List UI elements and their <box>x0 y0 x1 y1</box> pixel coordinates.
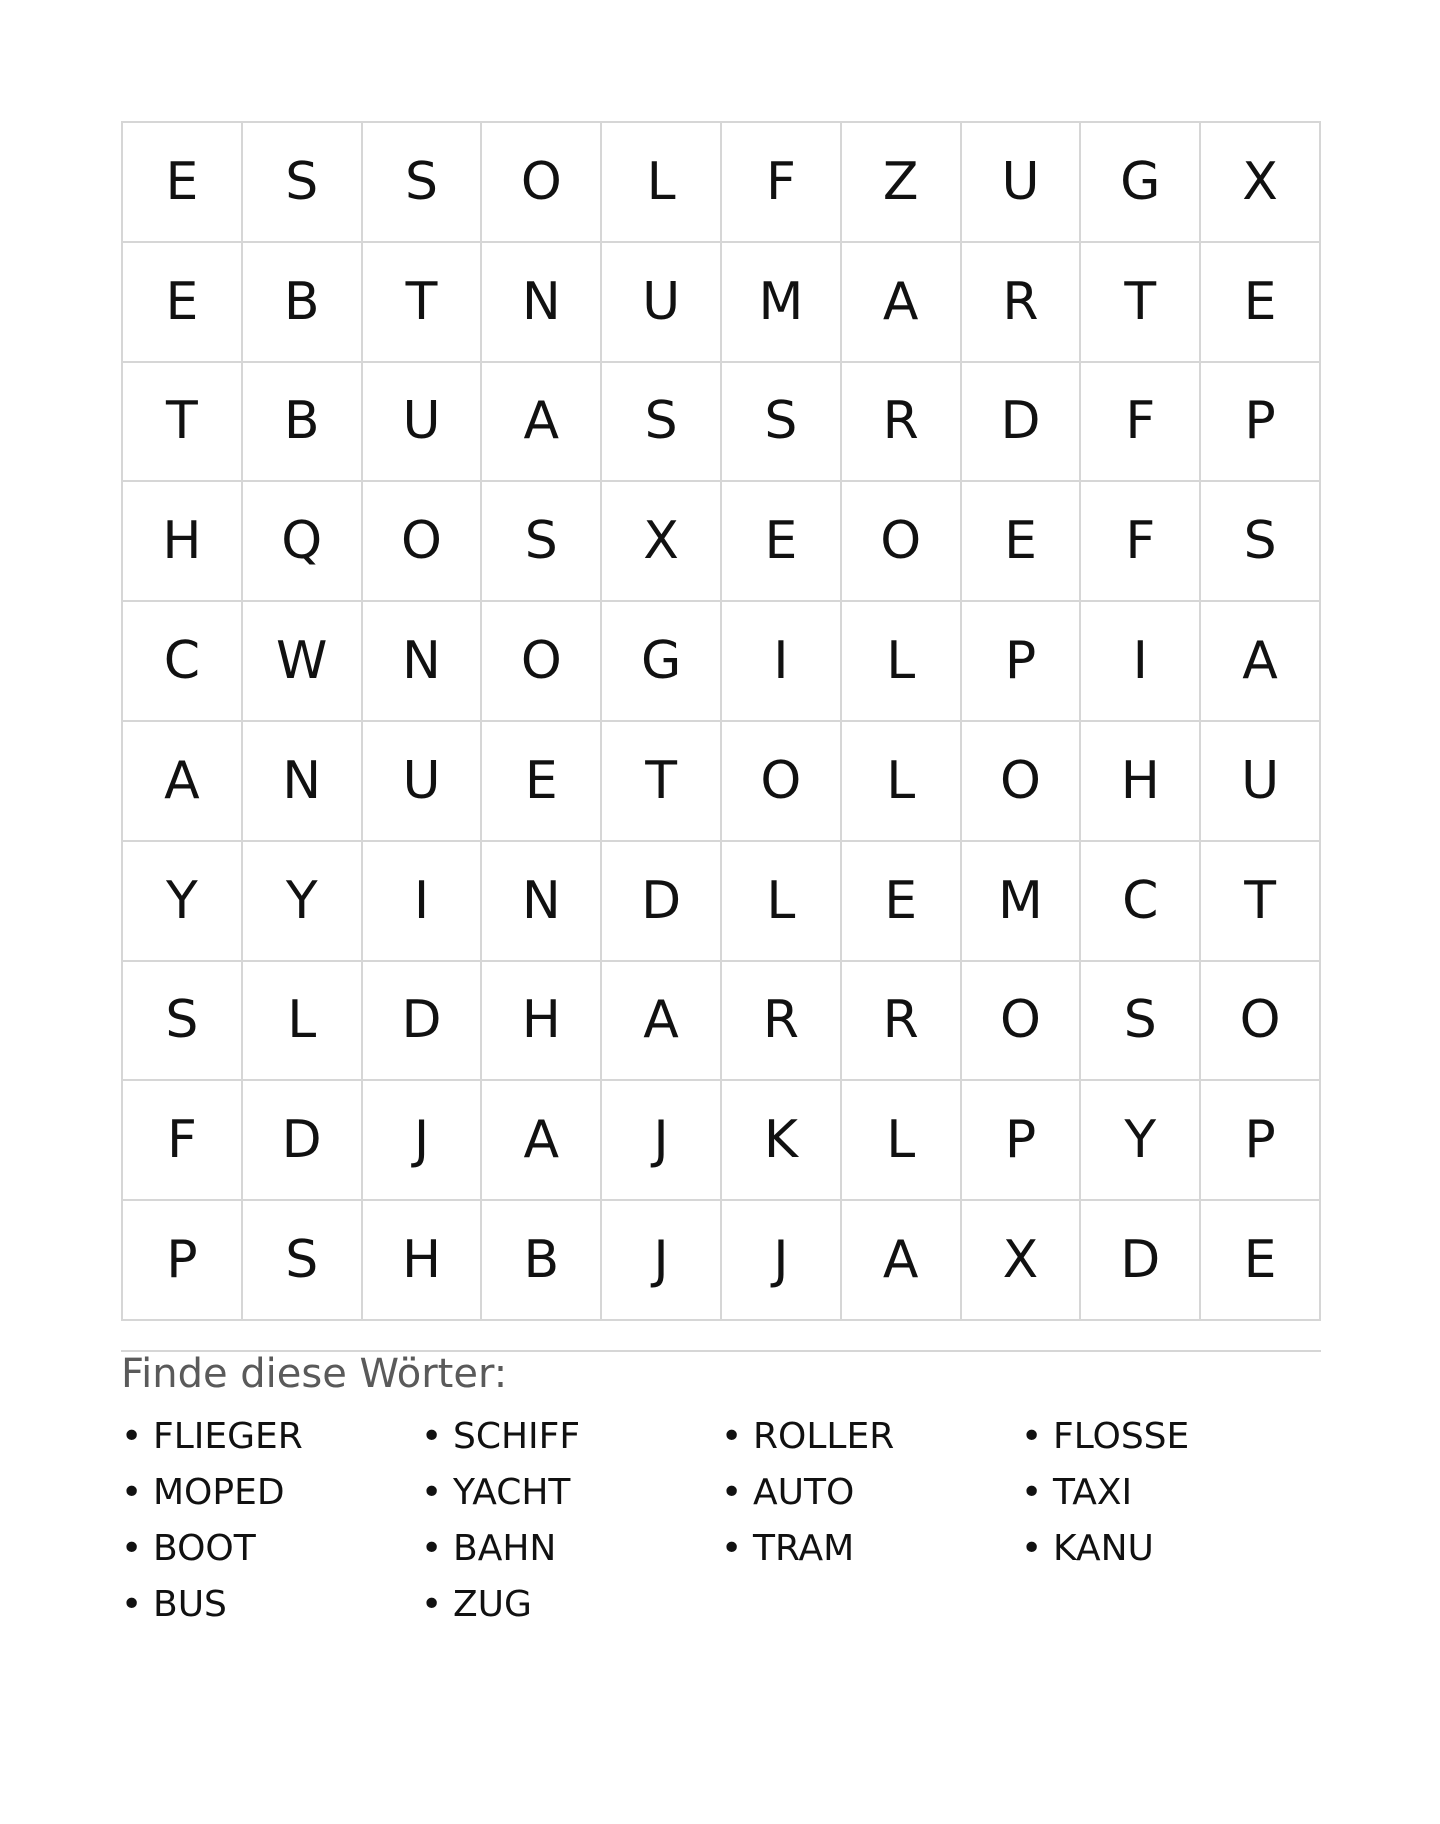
word-list-item <box>421 1520 721 1576</box>
bullet-icon: • <box>421 1583 443 1625</box>
grid-cell[interactable]: A <box>123 722 243 842</box>
grid-cell[interactable]: K <box>722 1081 842 1201</box>
grid-cell[interactable]: D <box>363 962 483 1082</box>
word-label: BOOT <box>153 1527 256 1569</box>
grid-cell[interactable]: E <box>482 722 602 842</box>
grid-cell[interactable]: A <box>842 1201 962 1321</box>
grid-cell[interactable]: R <box>842 962 962 1082</box>
grid-cell[interactable]: T <box>602 722 722 842</box>
grid-cell[interactable]: F <box>123 1081 243 1201</box>
grid-cell[interactable]: O <box>482 602 602 722</box>
bullet-icon: • <box>421 1471 443 1513</box>
grid-cell[interactable]: U <box>363 363 483 483</box>
grid-cell[interactable]: L <box>842 602 962 722</box>
word-label: FLIEGER <box>153 1415 303 1457</box>
grid-cell[interactable]: P <box>962 1081 1082 1201</box>
bullet-icon: • <box>721 1471 743 1513</box>
grid-cell[interactable]: J <box>722 1201 842 1321</box>
word-list-title: Finde diese Wörter: <box>121 1351 508 1397</box>
grid-cell[interactable]: S <box>363 123 483 243</box>
grid-cell[interactable]: Q <box>243 482 363 602</box>
grid-cell[interactable]: D <box>962 363 1082 483</box>
grid-cell[interactable]: L <box>842 1081 962 1201</box>
grid-cell[interactable]: P <box>123 1201 243 1321</box>
grid-cell[interactable]: G <box>602 602 722 722</box>
grid-cell[interactable]: X <box>602 482 722 602</box>
grid-cell[interactable]: N <box>482 842 602 962</box>
grid-cell[interactable]: U <box>962 123 1082 243</box>
grid-cell[interactable]: L <box>243 962 363 1082</box>
word-search-grid <box>121 121 1321 1321</box>
grid-cell[interactable]: A <box>482 1081 602 1201</box>
grid-cell[interactable]: Y <box>123 842 243 962</box>
grid-cell[interactable]: C <box>123 602 243 722</box>
grid-cell[interactable]: E <box>1201 243 1321 363</box>
grid-cell[interactable]: E <box>1201 1201 1321 1321</box>
grid-cell[interactable]: O <box>842 482 962 602</box>
grid-cell[interactable]: U <box>602 243 722 363</box>
grid-cell[interactable]: O <box>363 482 483 602</box>
word-list-item <box>121 1520 421 1576</box>
grid-cell[interactable]: J <box>363 1081 483 1201</box>
grid-cell[interactable]: S <box>243 1201 363 1321</box>
grid-cell[interactable]: A <box>842 243 962 363</box>
word-label: YACHT <box>453 1471 571 1513</box>
grid-cell[interactable]: E <box>962 482 1082 602</box>
word-label: KANU <box>1053 1527 1154 1569</box>
word-label: FLOSSE <box>1053 1415 1190 1457</box>
grid-cell[interactable]: H <box>482 962 602 1082</box>
grid-cell[interactable]: O <box>1201 962 1321 1082</box>
grid-cell[interactable]: H <box>123 482 243 602</box>
grid-cell[interactable]: J <box>602 1201 722 1321</box>
grid-cell[interactable]: P <box>1201 1081 1321 1201</box>
word-list-item <box>121 1576 421 1632</box>
bullet-icon: • <box>121 1527 143 1569</box>
word-list-item <box>121 1464 421 1520</box>
word-list-item <box>1021 1408 1321 1464</box>
word-label: ROLLER <box>753 1415 895 1457</box>
grid-cell[interactable]: F <box>1081 482 1201 602</box>
bullet-icon: • <box>421 1415 443 1457</box>
grid-cell[interactable]: G <box>1081 123 1201 243</box>
grid-cell[interactable]: D <box>1081 1201 1201 1321</box>
grid-cell[interactable]: T <box>123 363 243 483</box>
grid-cell[interactable]: F <box>722 123 842 243</box>
grid-cell[interactable]: Y <box>243 842 363 962</box>
grid-cell[interactable]: F <box>1081 363 1201 483</box>
bullet-icon: • <box>721 1527 743 1569</box>
grid-cell[interactable]: B <box>243 363 363 483</box>
grid-cell[interactable]: I <box>722 602 842 722</box>
word-label: AUTO <box>753 1471 855 1513</box>
grid-cell[interactable]: O <box>482 123 602 243</box>
grid-cell[interactable]: H <box>1081 722 1201 842</box>
word-list-item <box>721 1408 1021 1464</box>
grid-cell[interactable]: E <box>123 123 243 243</box>
word-label: SCHIFF <box>453 1415 581 1457</box>
grid-cell[interactable]: D <box>243 1081 363 1201</box>
bullet-icon: • <box>721 1415 743 1457</box>
bullet-icon: • <box>1021 1415 1043 1457</box>
grid-cell[interactable]: E <box>123 243 243 363</box>
grid-cell[interactable]: A <box>602 962 722 1082</box>
word-list-item <box>421 1464 721 1520</box>
grid-cell[interactable]: N <box>243 722 363 842</box>
grid-cell[interactable]: H <box>363 1201 483 1321</box>
word-list-item <box>1021 1464 1321 1520</box>
grid-cell[interactable]: O <box>722 722 842 842</box>
grid-cell[interactable]: R <box>722 962 842 1082</box>
word-list-item <box>1021 1520 1321 1576</box>
word-label: TRAM <box>753 1527 855 1569</box>
bullet-icon: • <box>1021 1527 1043 1569</box>
grid-cell[interactable]: S <box>482 482 602 602</box>
grid-cell[interactable]: L <box>602 123 722 243</box>
grid-cell[interactable]: O <box>962 722 1082 842</box>
grid-cell[interactable]: T <box>1201 842 1321 962</box>
grid-cell[interactable]: I <box>363 842 483 962</box>
word-label: BUS <box>153 1583 227 1625</box>
grid-cell[interactable]: Z <box>842 123 962 243</box>
bullet-icon: • <box>121 1583 143 1625</box>
grid-cell[interactable]: R <box>962 243 1082 363</box>
grid-cell[interactable]: S <box>243 123 363 243</box>
grid-cell[interactable]: N <box>482 243 602 363</box>
grid-cell[interactable]: A <box>1201 602 1321 722</box>
grid-cell[interactable]: X <box>1201 123 1321 243</box>
grid-cell[interactable]: B <box>243 243 363 363</box>
grid-cell[interactable]: U <box>1201 722 1321 842</box>
grid-cell[interactable]: M <box>962 842 1082 962</box>
word-list <box>121 1408 1321 1632</box>
bullet-icon: • <box>1021 1471 1043 1513</box>
grid-cell[interactable]: N <box>363 602 483 722</box>
grid-cell[interactable]: T <box>363 243 483 363</box>
word-list-item <box>721 1520 1021 1576</box>
grid-cell[interactable]: U <box>363 722 483 842</box>
word-list-item <box>721 1464 1021 1520</box>
word-list-item <box>121 1408 421 1464</box>
word-label: MOPED <box>153 1471 285 1513</box>
grid-cell[interactable]: S <box>1201 482 1321 602</box>
grid-cell[interactable]: L <box>842 722 962 842</box>
word-list-item <box>421 1408 721 1464</box>
grid-cell[interactable]: J <box>602 1081 722 1201</box>
grid-cell[interactable]: I <box>1081 602 1201 722</box>
grid-cell[interactable]: W <box>243 602 363 722</box>
grid-cell[interactable]: B <box>482 1201 602 1321</box>
grid-cell[interactable]: M <box>722 243 842 363</box>
word-list-item <box>421 1576 721 1632</box>
grid-cell[interactable]: S <box>602 363 722 483</box>
grid-cell[interactable]: A <box>482 363 602 483</box>
bullet-icon: • <box>121 1471 143 1513</box>
grid-cell[interactable]: R <box>842 363 962 483</box>
grid-cell[interactable]: E <box>842 842 962 962</box>
bullet-icon: • <box>421 1527 443 1569</box>
word-label: TAXI <box>1053 1471 1133 1513</box>
grid-cell[interactable]: X <box>962 1201 1082 1321</box>
grid-cell[interactable]: S <box>123 962 243 1082</box>
grid-cell[interactable]: L <box>722 842 842 962</box>
grid-cell[interactable]: Y <box>1081 1081 1201 1201</box>
grid-cell[interactable]: S <box>722 363 842 483</box>
grid-cell[interactable]: P <box>1201 363 1321 483</box>
bullet-icon: • <box>121 1415 143 1457</box>
grid-cell[interactable]: O <box>962 962 1082 1082</box>
grid-cell[interactable]: C <box>1081 842 1201 962</box>
grid-cell[interactable]: D <box>602 842 722 962</box>
word-label: ZUG <box>453 1583 532 1625</box>
grid-cell[interactable]: E <box>722 482 842 602</box>
grid-cell[interactable]: S <box>1081 962 1201 1082</box>
grid-cell[interactable]: P <box>962 602 1082 722</box>
grid-cell[interactable]: T <box>1081 243 1201 363</box>
word-label: BAHN <box>453 1527 557 1569</box>
